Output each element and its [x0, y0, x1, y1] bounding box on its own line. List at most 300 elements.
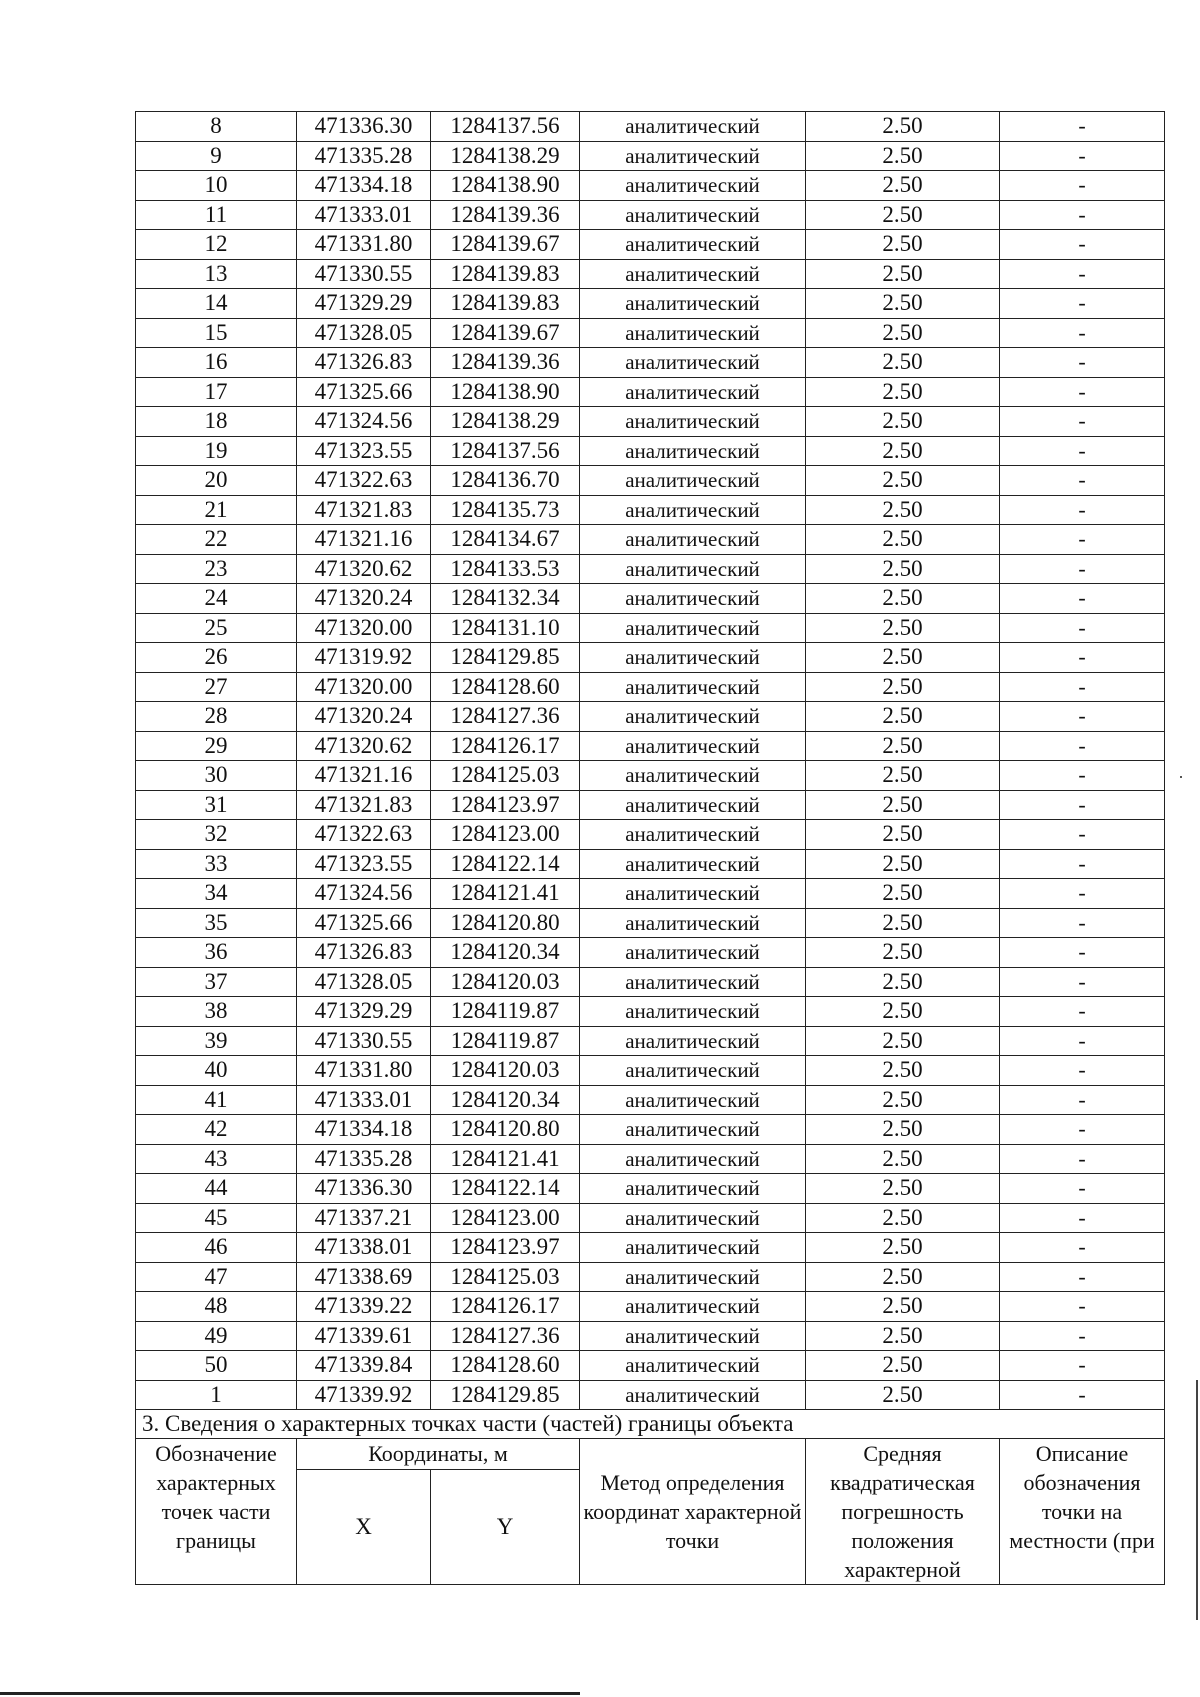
description-cell: - — [1000, 761, 1165, 791]
point-number-cell: 44 — [136, 1174, 297, 1204]
table-row — [136, 1351, 1165, 1381]
description-cell: - — [1000, 348, 1165, 378]
coord-y-cell: 1284120.34 — [431, 1085, 580, 1115]
coord-x-cell: 471329.29 — [297, 289, 431, 319]
description-cell: - — [1000, 584, 1165, 614]
point-number-cell: 41 — [136, 1085, 297, 1115]
coord-y-cell: 1284123.97 — [431, 1233, 580, 1263]
coord-x-cell: 471323.55 — [297, 436, 431, 466]
method-cell: аналитический — [580, 731, 806, 761]
coord-x-cell: 471329.29 — [297, 997, 431, 1027]
coord-x-cell: 471326.83 — [297, 938, 431, 968]
coord-y-cell: 1284121.41 — [431, 879, 580, 909]
table-row — [136, 407, 1165, 437]
error-value-cell: 2.50 — [806, 318, 1000, 348]
point-number-cell: 37 — [136, 967, 297, 997]
method-cell: аналитический — [580, 643, 806, 673]
point-number-cell: 30 — [136, 761, 297, 791]
error-value-cell: 2.50 — [806, 554, 1000, 584]
coord-y-cell: 1284129.85 — [431, 643, 580, 673]
coord-y-cell: 1284139.83 — [431, 289, 580, 319]
point-number-cell: 39 — [136, 1026, 297, 1056]
method-cell: аналитический — [580, 1233, 806, 1263]
coord-y-cell: 1284120.03 — [431, 967, 580, 997]
description-cell: - — [1000, 200, 1165, 230]
header-method: Метод определения координат характерной точки — [580, 1439, 806, 1585]
coord-x-cell: 471321.83 — [297, 495, 431, 525]
method-cell: аналитический — [580, 171, 806, 201]
coord-x-cell: 471334.18 — [297, 171, 431, 201]
description-cell: - — [1000, 377, 1165, 407]
table-row — [136, 230, 1165, 260]
coord-x-cell: 471324.56 — [297, 879, 431, 909]
error-value-cell: 2.50 — [806, 879, 1000, 909]
table-row — [136, 112, 1165, 142]
point-number-cell: 12 — [136, 230, 297, 260]
description-cell: - — [1000, 289, 1165, 319]
method-cell: аналитический — [580, 259, 806, 289]
coord-x-cell: 471321.16 — [297, 761, 431, 791]
coord-y-cell: 1284137.56 — [431, 436, 580, 466]
point-number-cell: 20 — [136, 466, 297, 496]
coord-x-cell: 471339.22 — [297, 1292, 431, 1322]
coord-x-cell: 471325.66 — [297, 377, 431, 407]
coord-x-cell: 471338.69 — [297, 1262, 431, 1292]
coord-x-cell: 471339.84 — [297, 1351, 431, 1381]
point-number-cell: 34 — [136, 879, 297, 909]
table-row — [136, 849, 1165, 879]
method-cell: аналитический — [580, 613, 806, 643]
coord-y-cell: 1284139.36 — [431, 348, 580, 378]
coord-y-cell: 1284127.36 — [431, 1321, 580, 1351]
scan-edge-mark — [1196, 1380, 1198, 1620]
point-number-cell: 40 — [136, 1056, 297, 1086]
coord-x-cell: 471333.01 — [297, 1085, 431, 1115]
point-number-cell: 9 — [136, 141, 297, 171]
coord-x-cell: 471331.80 — [297, 1056, 431, 1086]
error-value-cell: 2.50 — [806, 731, 1000, 761]
error-value-cell: 2.50 — [806, 1174, 1000, 1204]
description-cell: - — [1000, 1174, 1165, 1204]
point-number-cell: 17 — [136, 377, 297, 407]
method-cell: аналитический — [580, 1026, 806, 1056]
point-number-cell: 50 — [136, 1351, 297, 1381]
error-value-cell: 2.50 — [806, 407, 1000, 437]
description-cell: - — [1000, 495, 1165, 525]
coord-x-cell: 471336.30 — [297, 112, 431, 142]
coord-y-cell: 1284138.90 — [431, 171, 580, 201]
coord-y-cell: 1284134.67 — [431, 525, 580, 555]
coord-x-cell: 471324.56 — [297, 407, 431, 437]
error-value-cell: 2.50 — [806, 643, 1000, 673]
coord-y-cell: 1284132.34 — [431, 584, 580, 614]
description-cell: - — [1000, 849, 1165, 879]
coord-x-cell: 471336.30 — [297, 1174, 431, 1204]
method-cell: аналитический — [580, 938, 806, 968]
table-row — [136, 672, 1165, 702]
point-number-cell: 42 — [136, 1115, 297, 1145]
point-number-cell: 18 — [136, 407, 297, 437]
point-number-cell: 43 — [136, 1144, 297, 1174]
coord-y-cell: 1284128.60 — [431, 1351, 580, 1381]
coord-y-cell: 1284136.70 — [431, 466, 580, 496]
table-row — [136, 348, 1165, 378]
description-cell: - — [1000, 967, 1165, 997]
point-number-cell: 8 — [136, 112, 297, 142]
point-number-cell: 36 — [136, 938, 297, 968]
description-cell: - — [1000, 171, 1165, 201]
coord-y-cell: 1284123.00 — [431, 820, 580, 850]
table-row — [136, 1380, 1165, 1410]
table-row — [136, 790, 1165, 820]
coord-y-cell: 1284122.14 — [431, 1174, 580, 1204]
error-value-cell: 2.50 — [806, 761, 1000, 791]
description-cell: - — [1000, 790, 1165, 820]
coord-x-cell: 471339.92 — [297, 1380, 431, 1410]
table-row — [136, 525, 1165, 555]
method-cell: аналитический — [580, 1056, 806, 1086]
point-number-cell: 10 — [136, 171, 297, 201]
table-row — [136, 1144, 1165, 1174]
table-row — [136, 1056, 1165, 1086]
table-row — [136, 820, 1165, 850]
point-number-cell: 45 — [136, 1203, 297, 1233]
table-row — [136, 141, 1165, 171]
error-value-cell: 2.50 — [806, 584, 1000, 614]
description-cell: - — [1000, 643, 1165, 673]
coord-y-cell: 1284119.87 — [431, 997, 580, 1027]
coord-x-cell: 471322.63 — [297, 820, 431, 850]
table-row — [136, 879, 1165, 909]
description-cell: - — [1000, 731, 1165, 761]
method-cell: аналитический — [580, 1262, 806, 1292]
method-cell: аналитический — [580, 1351, 806, 1381]
table-row — [136, 1233, 1165, 1263]
coord-y-cell: 1284126.17 — [431, 1292, 580, 1322]
coord-x-cell: 471330.55 — [297, 259, 431, 289]
coord-x-cell: 471320.24 — [297, 702, 431, 732]
error-value-cell: 2.50 — [806, 938, 1000, 968]
point-number-cell: 47 — [136, 1262, 297, 1292]
description-cell: - — [1000, 1144, 1165, 1174]
point-number-cell: 38 — [136, 997, 297, 1027]
method-cell: аналитический — [580, 1203, 806, 1233]
point-number-cell: 22 — [136, 525, 297, 555]
description-cell: - — [1000, 1262, 1165, 1292]
method-cell: аналитический — [580, 790, 806, 820]
error-value-cell: 2.50 — [806, 289, 1000, 319]
coord-y-cell: 1284138.29 — [431, 141, 580, 171]
coord-y-cell: 1284127.36 — [431, 702, 580, 732]
coord-x-cell: 471337.21 — [297, 1203, 431, 1233]
error-value-cell: 2.50 — [806, 1321, 1000, 1351]
table-row — [136, 1321, 1165, 1351]
table-row — [136, 1292, 1165, 1322]
description-cell: - — [1000, 997, 1165, 1027]
coord-x-cell: 471328.05 — [297, 318, 431, 348]
coord-y-cell: 1284120.34 — [431, 938, 580, 968]
table-row — [136, 702, 1165, 732]
method-cell: аналитический — [580, 849, 806, 879]
point-number-cell: 48 — [136, 1292, 297, 1322]
coord-x-cell: 471334.18 — [297, 1115, 431, 1145]
error-value-cell: 2.50 — [806, 702, 1000, 732]
description-cell: - — [1000, 1203, 1165, 1233]
method-cell: аналитический — [580, 967, 806, 997]
error-value-cell: 2.50 — [806, 259, 1000, 289]
table-row — [136, 259, 1165, 289]
description-cell: - — [1000, 1056, 1165, 1086]
method-cell: аналитический — [580, 200, 806, 230]
error-value-cell: 2.50 — [806, 112, 1000, 142]
coord-x-cell: 471319.92 — [297, 643, 431, 673]
description-cell: - — [1000, 1321, 1165, 1351]
table-row — [136, 1115, 1165, 1145]
method-cell: аналитический — [580, 702, 806, 732]
coord-y-cell: 1284126.17 — [431, 731, 580, 761]
coord-y-cell: 1284137.56 — [431, 112, 580, 142]
point-number-cell: 23 — [136, 554, 297, 584]
method-cell: аналитический — [580, 879, 806, 909]
description-cell: - — [1000, 407, 1165, 437]
table-row — [136, 1085, 1165, 1115]
method-cell: аналитический — [580, 1321, 806, 1351]
scan-speck — [1180, 776, 1182, 778]
point-number-cell: 24 — [136, 584, 297, 614]
header-y: Y — [431, 1469, 580, 1584]
method-cell: аналитический — [580, 820, 806, 850]
point-number-cell: 14 — [136, 289, 297, 319]
table-row — [136, 171, 1165, 201]
coord-x-cell: 471321.16 — [297, 525, 431, 555]
method-cell: аналитический — [580, 348, 806, 378]
point-number-cell: 16 — [136, 348, 297, 378]
method-cell: аналитический — [580, 1292, 806, 1322]
table-row — [136, 938, 1165, 968]
error-value-cell: 2.50 — [806, 1056, 1000, 1086]
error-value-cell: 2.50 — [806, 171, 1000, 201]
coord-x-cell: 471320.00 — [297, 672, 431, 702]
coord-y-cell: 1284122.14 — [431, 849, 580, 879]
error-value-cell: 2.50 — [806, 790, 1000, 820]
method-cell: аналитический — [580, 1174, 806, 1204]
point-number-cell: 29 — [136, 731, 297, 761]
error-value-cell: 2.50 — [806, 436, 1000, 466]
table-row — [136, 967, 1165, 997]
coord-x-cell: 471335.28 — [297, 141, 431, 171]
table-row — [136, 1262, 1165, 1292]
error-value-cell: 2.50 — [806, 613, 1000, 643]
coord-y-cell: 1284139.67 — [431, 230, 580, 260]
method-cell: аналитический — [580, 1144, 806, 1174]
header-coordinates: Координаты, м — [297, 1439, 580, 1470]
coord-y-cell: 1284138.90 — [431, 377, 580, 407]
error-value-cell: 2.50 — [806, 141, 1000, 171]
description-cell: - — [1000, 554, 1165, 584]
description-cell: - — [1000, 1351, 1165, 1381]
error-value-cell: 2.50 — [806, 1262, 1000, 1292]
coord-y-cell: 1284139.36 — [431, 200, 580, 230]
method-cell: аналитический — [580, 761, 806, 791]
coord-y-cell: 1284139.67 — [431, 318, 580, 348]
coord-x-cell: 471330.55 — [297, 1026, 431, 1056]
description-cell: - — [1000, 1380, 1165, 1410]
coord-y-cell: 1284125.03 — [431, 761, 580, 791]
coord-y-cell: 1284131.10 — [431, 613, 580, 643]
coordinates-table — [135, 111, 1165, 1585]
point-number-cell: 46 — [136, 1233, 297, 1263]
table-row — [136, 761, 1165, 791]
method-cell: аналитический — [580, 377, 806, 407]
point-number-cell: 27 — [136, 672, 297, 702]
header-x: X — [297, 1469, 431, 1584]
error-value-cell: 2.50 — [806, 1085, 1000, 1115]
coord-y-cell: 1284120.03 — [431, 1056, 580, 1086]
point-number-cell: 15 — [136, 318, 297, 348]
table-row — [136, 1026, 1165, 1056]
method-cell: аналитический — [580, 554, 806, 584]
description-cell: - — [1000, 230, 1165, 260]
description-cell: - — [1000, 259, 1165, 289]
coord-y-cell: 1284133.53 — [431, 554, 580, 584]
error-value-cell: 2.50 — [806, 1380, 1000, 1410]
description-cell: - — [1000, 318, 1165, 348]
error-value-cell: 2.50 — [806, 1351, 1000, 1381]
coord-x-cell: 471325.66 — [297, 908, 431, 938]
coord-x-cell: 471320.00 — [297, 613, 431, 643]
coord-y-cell: 1284129.85 — [431, 1380, 580, 1410]
coord-y-cell: 1284128.60 — [431, 672, 580, 702]
table-row — [136, 908, 1165, 938]
header-designation: Обозначение характерных точек части границы — [136, 1439, 297, 1585]
method-cell: аналитический — [580, 466, 806, 496]
coord-x-cell: 471335.28 — [297, 1144, 431, 1174]
point-number-cell: 19 — [136, 436, 297, 466]
method-cell: аналитический — [580, 495, 806, 525]
point-number-cell: 25 — [136, 613, 297, 643]
point-number-cell: 49 — [136, 1321, 297, 1351]
description-cell: - — [1000, 1115, 1165, 1145]
method-cell: аналитический — [580, 230, 806, 260]
error-value-cell: 2.50 — [806, 849, 1000, 879]
table-row — [136, 731, 1165, 761]
error-value-cell: 2.50 — [806, 200, 1000, 230]
table-row — [136, 289, 1165, 319]
point-number-cell: 32 — [136, 820, 297, 850]
coord-y-cell: 1284135.73 — [431, 495, 580, 525]
method-cell: аналитический — [580, 1085, 806, 1115]
description-cell: - — [1000, 436, 1165, 466]
table-row — [136, 1203, 1165, 1233]
coord-x-cell: 471322.63 — [297, 466, 431, 496]
coord-x-cell: 471328.05 — [297, 967, 431, 997]
method-cell: аналитический — [580, 1115, 806, 1145]
point-number-cell: 1 — [136, 1380, 297, 1410]
table-row — [136, 318, 1165, 348]
coord-x-cell: 471320.24 — [297, 584, 431, 614]
coord-x-cell: 471320.62 — [297, 731, 431, 761]
table-row — [136, 495, 1165, 525]
coord-x-cell: 471339.61 — [297, 1321, 431, 1351]
error-value-cell: 2.50 — [806, 1233, 1000, 1263]
error-value-cell: 2.50 — [806, 1203, 1000, 1233]
method-cell: аналитический — [580, 1380, 806, 1410]
point-number-cell: 13 — [136, 259, 297, 289]
table-row — [136, 1174, 1165, 1204]
description-cell: - — [1000, 112, 1165, 142]
method-cell: аналитический — [580, 525, 806, 555]
section3-header — [136, 1410, 1165, 1585]
coord-y-cell: 1284123.00 — [431, 1203, 580, 1233]
point-number-cell: 28 — [136, 702, 297, 732]
method-cell: аналитический — [580, 672, 806, 702]
error-value-cell: 2.50 — [806, 820, 1000, 850]
description-cell: - — [1000, 525, 1165, 555]
point-number-cell: 11 — [136, 200, 297, 230]
error-value-cell: 2.50 — [806, 495, 1000, 525]
error-value-cell: 2.50 — [806, 1144, 1000, 1174]
method-cell: аналитический — [580, 318, 806, 348]
error-value-cell: 2.50 — [806, 997, 1000, 1027]
point-number-cell: 26 — [136, 643, 297, 673]
error-value-cell: 2.50 — [806, 466, 1000, 496]
error-value-cell: 2.50 — [806, 967, 1000, 997]
coord-x-cell: 471338.01 — [297, 1233, 431, 1263]
description-cell: - — [1000, 1026, 1165, 1056]
method-cell: аналитический — [580, 141, 806, 171]
error-value-cell: 2.50 — [806, 230, 1000, 260]
method-cell: аналитический — [580, 997, 806, 1027]
description-cell: - — [1000, 672, 1165, 702]
header-error: Средняя квадратическая погрешность положения характерной — [806, 1439, 1000, 1585]
description-cell: - — [1000, 908, 1165, 938]
description-cell: - — [1000, 141, 1165, 171]
coord-x-cell: 471321.83 — [297, 790, 431, 820]
point-number-cell: 31 — [136, 790, 297, 820]
error-value-cell: 2.50 — [806, 908, 1000, 938]
method-cell: аналитический — [580, 289, 806, 319]
description-cell: - — [1000, 466, 1165, 496]
error-value-cell: 2.50 — [806, 672, 1000, 702]
coord-x-cell: 471333.01 — [297, 200, 431, 230]
description-cell: - — [1000, 938, 1165, 968]
point-number-cell: 35 — [136, 908, 297, 938]
coord-y-cell: 1284120.80 — [431, 908, 580, 938]
coord-y-cell: 1284138.29 — [431, 407, 580, 437]
table-row — [136, 466, 1165, 496]
table-row — [136, 554, 1165, 584]
coord-y-cell: 1284120.80 — [431, 1115, 580, 1145]
scan-bottom-line — [0, 1692, 580, 1695]
error-value-cell: 2.50 — [806, 525, 1000, 555]
method-cell: аналитический — [580, 112, 806, 142]
description-cell: - — [1000, 613, 1165, 643]
coord-y-cell: 1284139.83 — [431, 259, 580, 289]
coord-y-cell: 1284125.03 — [431, 1262, 580, 1292]
coord-y-cell: 1284121.41 — [431, 1144, 580, 1174]
section3-title: 3. Сведения о характерных точках части (частей) границы объекта — [136, 1410, 1165, 1439]
error-value-cell: 2.50 — [806, 377, 1000, 407]
table-row — [136, 613, 1165, 643]
method-cell: аналитический — [580, 407, 806, 437]
coord-x-cell: 471326.83 — [297, 348, 431, 378]
coord-y-cell: 1284123.97 — [431, 790, 580, 820]
coordinates-rows — [136, 112, 1165, 1410]
description-cell: - — [1000, 879, 1165, 909]
error-value-cell: 2.50 — [806, 1026, 1000, 1056]
table-row — [136, 436, 1165, 466]
point-number-cell: 33 — [136, 849, 297, 879]
